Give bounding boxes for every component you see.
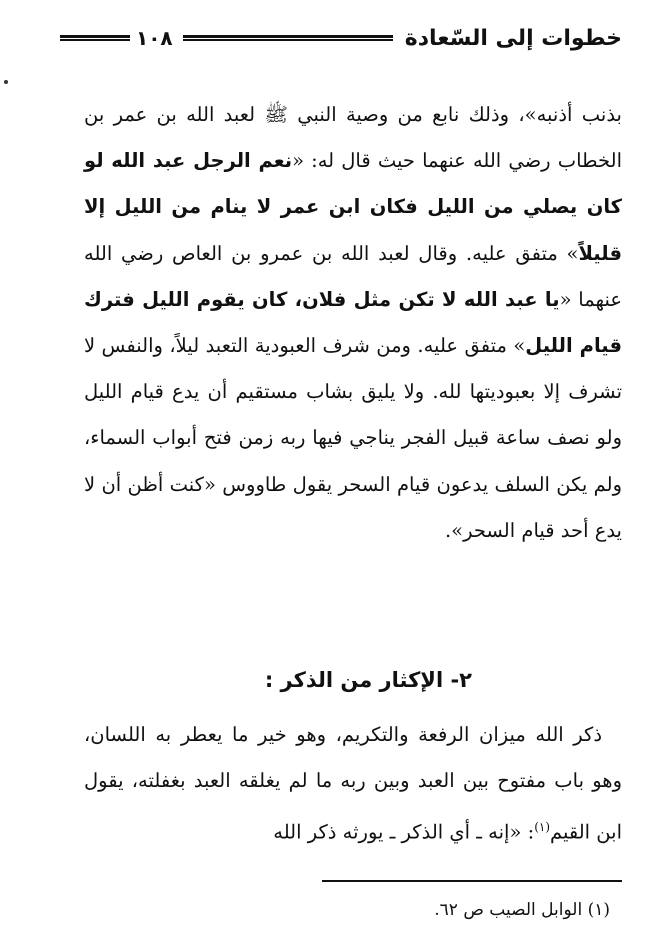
hadith-quote-2: يا عبد الله لا تكن مثل فلان، كان يقوم الليل فترك قيام الليل: [84, 287, 622, 358]
footnote-ref: (١): [534, 820, 551, 834]
header-rule-long: [183, 35, 393, 41]
footnote-divider: [322, 880, 622, 882]
text-segment: ذكر الله ميزان الرفعة والتكريم، وهو خير ما يعطر به اللسان، وهو باب مفتوح بين العبد وبين ربه ما لم يغلقه العبد بغفلته، يقول ابن القيم: [84, 723, 622, 844]
section-heading: ٢- الإكثار من الذكر :: [264, 668, 472, 692]
page-header: [60, 18, 622, 58]
paragraph-night-prayer: [84, 92, 622, 554]
header-rule-short: [60, 35, 130, 41]
text-segment: : «إنه ـ أي الذكر ـ يورثه ذكر الله: [273, 820, 535, 844]
book-title: خطوات إلى السّعادة: [404, 25, 622, 51]
footnote: (١) الوابل الصيب ص ٦٢.: [434, 900, 610, 920]
text-segment: » متفق عليه. وقال لعبد الله بن عمرو بن العاص رضي الله عنهما «: [84, 241, 622, 311]
paragraph-dhikr: [84, 712, 622, 856]
hadith-quote-1: نعم الرجل عبد الله لو كان يصلي من الليل فكان ابن عمر لا ينام من الليل إلا قليلاً: [84, 149, 622, 265]
page-number: ١٠٨: [136, 26, 173, 50]
text-segment: » متفق عليه. ومن شرف العبودية التعبد ليلاً، والنفس لا تشرف إلا بعبوديتها لله. ولا يليق بشاب مستقيم أن يدع قيام الليل ولو نصف ساعة قبيل الفجر يناجي فيها ربه زمن فتح أبواب السماء، ولم يكن السلف يدعون قيام السحر يقول طاووس «كنت أظن أن لا يدع أحد قيام السحر».: [84, 334, 622, 542]
scan-speck: [4, 80, 8, 84]
text-segment: بذنب أذنبه»، وذلك نابع من وصية النبي ﷺ لعبد الله بن عمر بن الخطاب رضي الله عنهما حيث قال له: «: [84, 103, 622, 173]
